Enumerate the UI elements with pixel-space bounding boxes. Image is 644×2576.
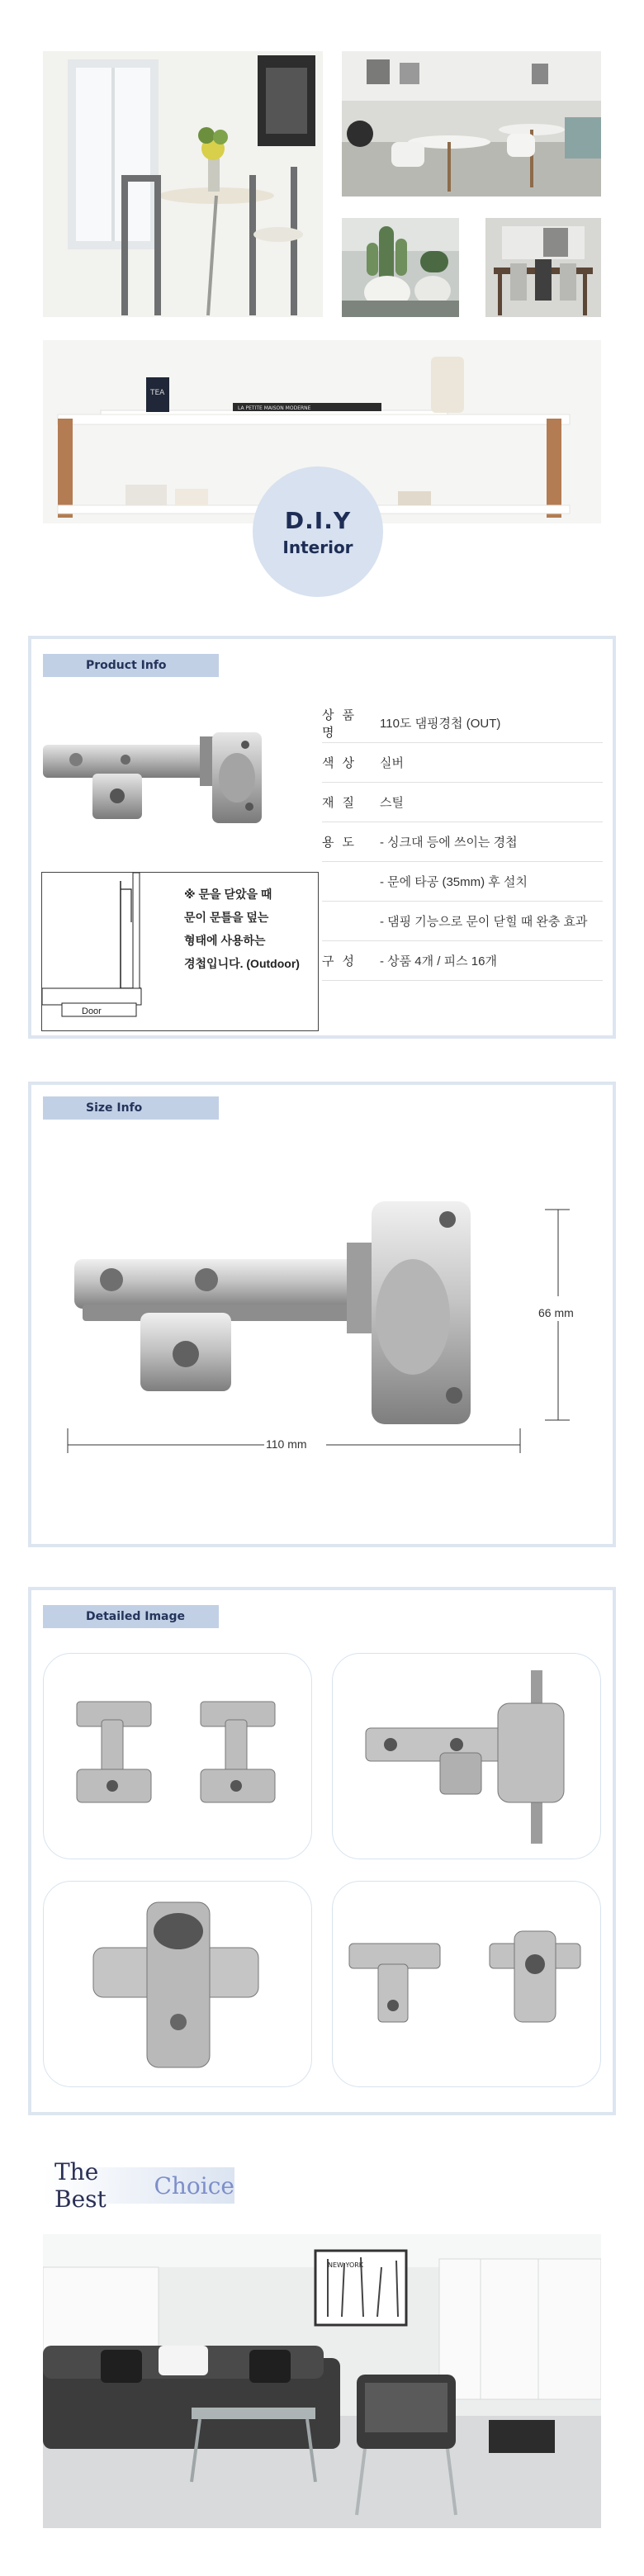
spec-row-material [322,783,603,822]
product-hinge-image [43,728,307,827]
size-info-tag: Size Info [43,1096,219,1120]
dimension-lines [58,1197,586,1478]
spec-label: 상품명 [322,708,362,740]
spec-value: 110도 댐핑경첩 (OUT) [380,717,501,731]
height-dimension-label: 66 mm [538,1306,574,1319]
detail-card-two-hinges [43,1653,312,1859]
shelf-book-title: LA PETITE MAISON MODERNE [238,405,311,411]
door-note-line: ※ 문을 닫았을 때 [184,888,272,901]
hero-photo-cactus [342,218,459,317]
best-choice-accent: Choice [154,2171,234,2200]
diy-title: D.I.Y [284,506,352,534]
diy-subtitle: Interior [282,537,353,557]
spec-value: - 문에 타공 (35mm) 후 설치 [380,875,528,889]
canvas-text: NEW YORK [328,2261,364,2269]
spec-label: 용도 [322,836,362,850]
hero-photo-cafe [342,51,601,197]
living-room-photo [43,2234,601,2528]
door-note-line: 형태에 사용하는 [184,934,266,947]
product-info-tag: Product Info [43,654,219,677]
spec-label: 구성 [322,954,362,968]
door-note-line: 경첩입니다. (Outdoor) [184,957,300,970]
spec-row-color [322,743,603,783]
diy-interior-badge [253,466,383,597]
spec-row-usage-1 [322,822,603,862]
shelf-box-label: TEA [150,389,165,397]
hero-photo-dining-table [485,218,601,317]
spec-value: - 싱크대 등에 쓰이는 경첩 [380,836,518,850]
spec-row-name [322,703,603,743]
best-choice-heading [43,2158,234,2213]
detail-card-side-view [332,1653,601,1859]
width-dimension-label: 110 mm [266,1437,307,1451]
door-note-line: 문이 문틀을 덮는 [184,911,269,924]
spec-value: - 댐핑 기능으로 문이 닫힐 때 완충 효과 [380,915,588,929]
hero-photo-dining-chairs [43,51,323,317]
detailed-image-tag: Detailed Image [43,1605,219,1628]
door-note [184,883,366,975]
best-choice-text: The Best [54,2158,107,2213]
spec-value: 실버 [380,756,404,770]
spec-label: 색상 [322,756,362,770]
detail-card-two-angles [332,1881,601,2087]
spec-value: - 상품 4개 / 피스 16개 [380,954,497,968]
door-label: Door [82,1006,102,1016]
spec-value: 스틸 [380,796,404,810]
detail-card-cup-view [43,1881,312,2087]
spec-label: 재질 [322,796,362,810]
